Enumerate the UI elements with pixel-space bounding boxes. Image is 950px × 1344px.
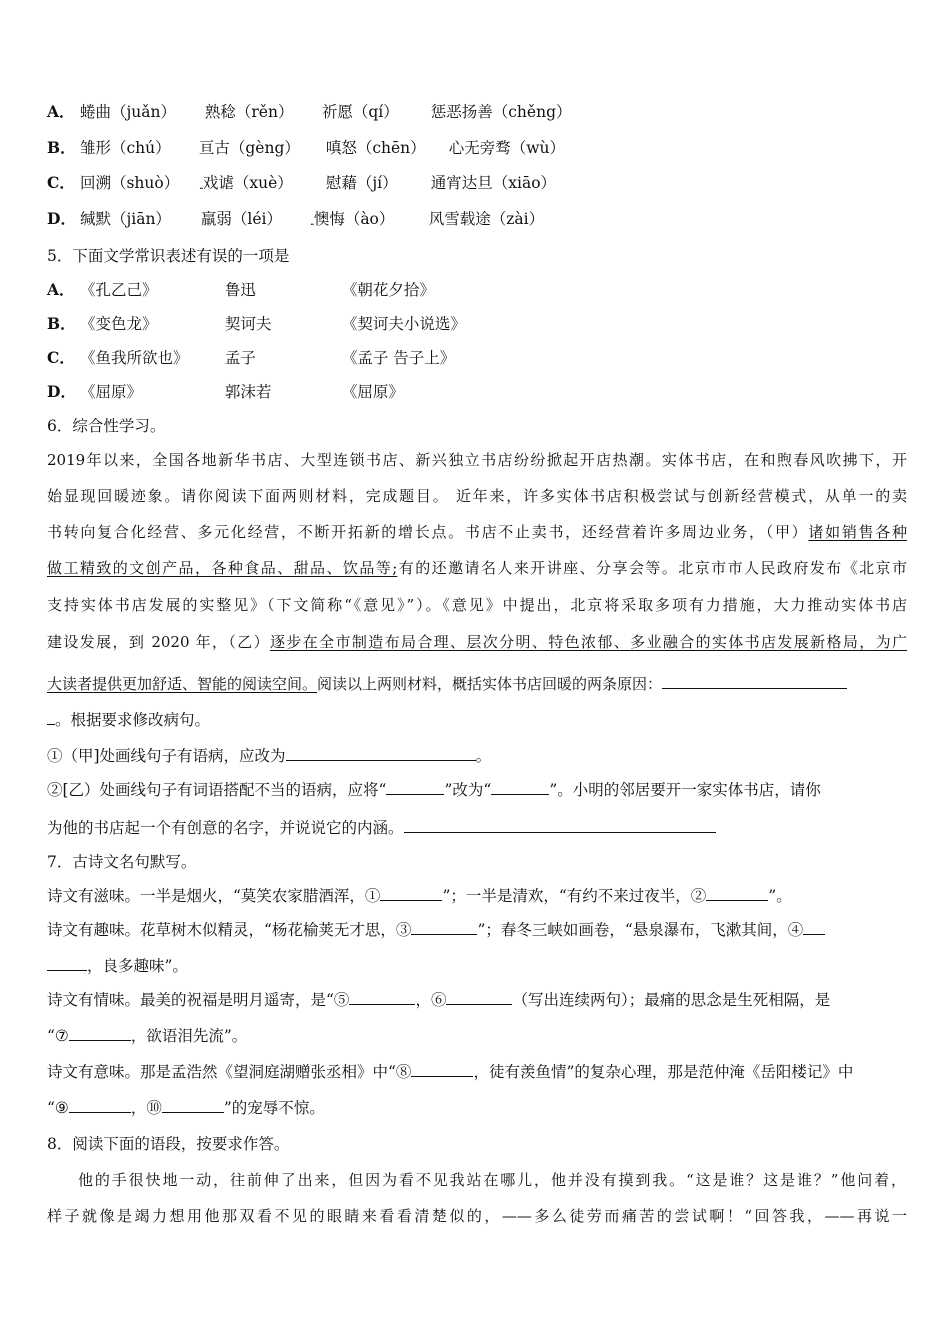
q6-line-6: 建设发展，到 2020 年，（乙）逐步在全市制造布局合理、层次分明、特色浓郁、多业融合的实体书店发展新格局，为广 xyxy=(47,633,907,651)
answer-blank-6[interactable] xyxy=(446,990,512,1005)
q5-option-d: D． 《屈原》 郭沫若 《屈原》 xyxy=(47,382,404,401)
q6-underline-jia: 诸如销售各种 xyxy=(808,523,907,541)
answer-blank-2[interactable] xyxy=(706,886,768,901)
q5-option-a: A． 《孔乙己》 鲁迅 《朝花夕拾》 xyxy=(47,280,435,299)
q6-line-3: 书转向复合化经营、多元化经营，不断开拓新的增长点。书店不止卖书，还经营着许多周边业务，（甲）诸如销售各种 xyxy=(47,523,907,541)
q4-option-d: D． 缄默（jiān） 羸弱（léi） ·· 懊悔（ào） 风雪载途（zài） xyxy=(47,208,907,230)
q6-stem: 6．综合性学习。 xyxy=(47,417,166,435)
q6-line-8: 。根据要求修改病句。 xyxy=(47,709,907,731)
answer-blank-jia[interactable] xyxy=(286,746,476,761)
q6-line-4: 做工精致的文创产品，各种食品、甜品、饮品等;有的还邀请名人来开讲座、分享会等。北京市市人民政府发布《北京市 xyxy=(47,559,907,577)
answer-blank-8[interactable] xyxy=(411,1062,473,1077)
q6-underline-yi-cont: 大读者提供更加舒适、智能的阅读空间。 xyxy=(47,675,318,693)
answer-blank-reasons[interactable] xyxy=(662,674,847,689)
answer-blank-4[interactable] xyxy=(803,920,825,935)
q6-line-2: 始显现回暖迹象。请你阅读下面两则材料，完成题目。 近年来，许多实体书店积极尝试与创新经营模式，从单一的卖 xyxy=(47,487,907,505)
q8-stem: 8．阅读下面的语段，按要求作答。 xyxy=(47,1135,290,1153)
q7-line-4: 诗文有情味。最美的祝福是明月遥寄，是“⑤ ，⑥ （写出连续两句）；最痛的思念是生死相隔，是 xyxy=(47,991,831,1009)
q5-stem: 5．下面文学常识表述有误的一项是 xyxy=(47,247,290,265)
q4-option-a: A． 蜷曲（juǎn） 熟稔（rěn） 祈愿（qí） 惩恶扬善（chěng） xyxy=(47,102,572,121)
answer-blank-yi-to[interactable] xyxy=(491,780,549,795)
q7-line-3: ，良多趣味”。 xyxy=(47,955,907,977)
answer-blank-3[interactable] xyxy=(411,920,477,935)
q7-line-7: “⑨ ，⑩ ”的宠辱不惊。 xyxy=(47,1099,325,1117)
q5-option-c: C． 《鱼我所欲也》 孟子 《孟子 告子上》 xyxy=(47,348,456,367)
q5-option-b: B． 《变色龙》 契诃夫 《契诃夫小说选》 xyxy=(47,314,466,333)
answer-blank-4-cont[interactable] xyxy=(47,956,87,971)
q6-underline-jia-cont: 做工精致的文创产品，各种食品、甜品、饮品等; xyxy=(47,559,398,577)
q7-stem: 7．古诗文名句默写。 xyxy=(47,853,197,871)
q6-line-10: ②[乙）处画线句子有词语搭配不当的语病，应将“ ”改为“ ”。小明的邻居要开一家实体书店，请你 xyxy=(47,781,821,799)
answer-blank-7[interactable] xyxy=(69,1026,131,1041)
q4-option-c: C． 回溯（shuò） ·· 戏谑（xuè） 慰藉（jí） 通宵达旦（xiāo） xyxy=(47,172,907,194)
answer-blank-yi-from[interactable] xyxy=(386,780,444,795)
answer-blank-reasons-cont[interactable] xyxy=(47,710,55,725)
q7-line-6: 诗文有意味。那是孟浩然《望洞庭湖赠张丞相》中“⑧ ，徒有羡鱼情”的复杂心理，那是范仲淹《岳阳楼记》中 xyxy=(47,1063,854,1081)
q6-line-5: 支持实体书店发展的实整见》（下文简称“《意见》”）。《意见》中提出，北京将采取多项有力措施，大力推动实体书店 xyxy=(47,596,907,614)
q4-option-b: B． 雏形（chú） 亘古（gèng） 嗔怒（chēn） 心无旁骛（wù） xyxy=(47,138,566,157)
answer-blank-5[interactable] xyxy=(349,990,415,1005)
q7-line-5: “⑦ ，欲语泪先流”。 xyxy=(47,1027,248,1045)
answer-blank-shop-name[interactable] xyxy=(404,818,716,833)
q6-line-9: ①（甲]处画线句子有语病，应改为 。 xyxy=(47,747,492,765)
q7-line-1: 诗文有滋味。一半是烟火，“莫笑农家腊酒浑，① ”；一半是清欢，“有约不来过夜半，② ”。 xyxy=(47,887,792,905)
answer-blank-10[interactable] xyxy=(162,1098,224,1113)
q6-line-1: 2019年以来，全国各地新华书店、大型连锁书店、新兴独立书店纷纷掀起开店热潮。实体书店，在和煦春风吹拂下，开 xyxy=(47,451,907,469)
q8-passage-line-2: 样子就像是竭力想用他那双看不见的眼睛来看看清楚似的，——多么徒劳而痛苦的尝试啊！“回答我，——再说一 xyxy=(47,1207,907,1225)
q6-underline-yi: 逐步在全市制造布局合理、层次分明、特色浓郁、多业融合的实体书店发展新格局，为广 xyxy=(270,633,907,651)
answer-blank-1[interactable] xyxy=(380,886,442,901)
answer-blank-9[interactable] xyxy=(69,1098,131,1113)
q8-passage-line-1: 他的手很快地一动，往前伸了出来，但因为看不见我站在哪儿，他并没有摸到我。“这是谁？这是谁？”他问着， xyxy=(78,1171,906,1189)
q6-line-7: 大读者提供更加舒适、智能的阅读空间。阅读以上两则材料，概括实体书店回暖的两条原因： xyxy=(47,673,907,695)
q7-line-2: 诗文有趣味。花草树木似精灵，“杨花榆荚无才思，③ ”；春冬三峡如画卷，“悬泉瀑布，飞漱其间，④ xyxy=(47,919,907,941)
q6-line-11: 为他的书店起一个有创意的名字，并说说它的内涵。 xyxy=(47,817,907,839)
